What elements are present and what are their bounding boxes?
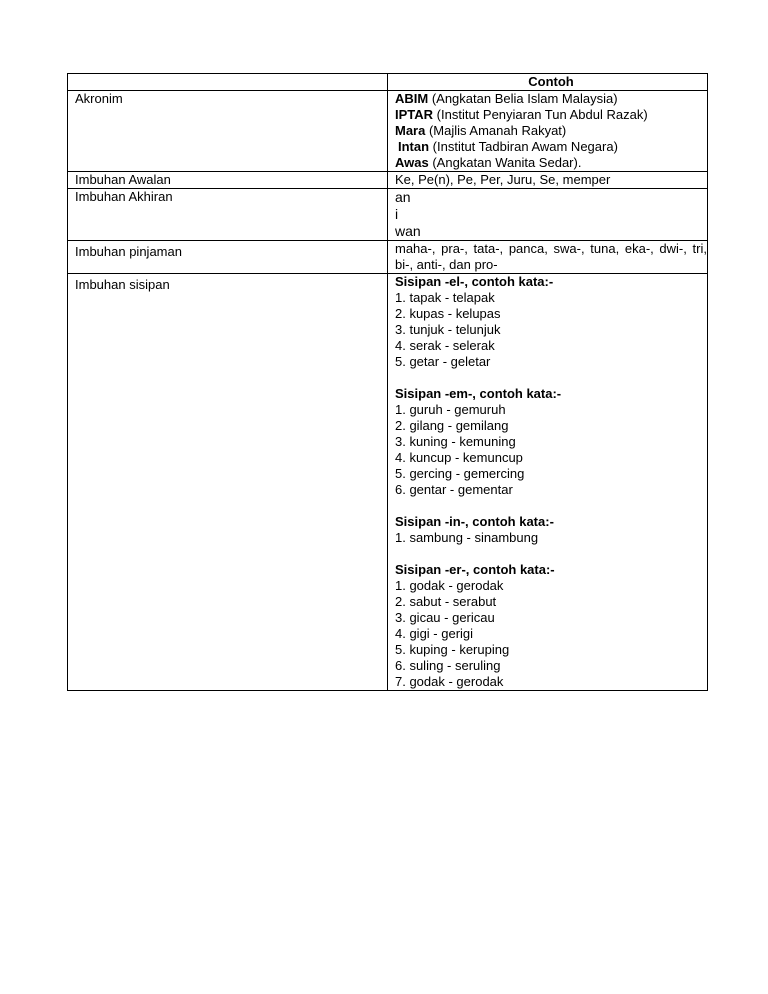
table-row-pinjaman [68,241,708,274]
akronim-item [395,107,707,123]
table-row-akhiran [68,189,708,241]
row-label-akronim: Akronim [68,91,388,172]
akronim-abbr: Mara [395,123,426,138]
row-label-sisipan: Imbuhan sisipan [68,274,388,691]
sisipan-item: 2. sabut - serabut [395,594,497,609]
akhiran-item: an [395,189,411,205]
sisipan-item: 2. gilang - gemilang [395,418,509,433]
akronim-item [395,123,707,139]
sisipan-item: 3. gicau - gericau [395,610,495,625]
sisipan-item: 3. tunjuk - telunjuk [395,322,501,337]
table-row-sisipan [68,274,708,691]
akronim-abbr: ABIM [395,91,429,106]
sisipan-item: 3. kuning - kemuning [395,434,516,449]
akhiran-item: wan [395,223,421,239]
akhiran-item: i [395,206,399,222]
akronim-desc: (Majlis Amanah Rakyat) [425,123,567,138]
sisipan-item: 6. gentar - gementar [395,482,513,497]
row-label-awalan: Imbuhan Awalan [68,172,388,189]
akronim-item [395,91,707,107]
sisipan-group-title: Sisipan -er-, contoh kata:- [395,562,555,577]
akronim-examples [388,91,708,172]
sisipan-group-title: Sisipan -em-, contoh kata:- [395,386,562,401]
sisipan-item: 1. sambung - sinambung [395,530,539,545]
row-label-pinjaman: Imbuhan pinjaman [68,241,388,274]
row-label-akhiran: Imbuhan Akhiran [68,189,388,241]
akronim-desc: (Angkatan Belia Islam Malaysia) [428,91,618,106]
group-spacer [395,498,707,514]
awalan-examples: Ke, Pe(n), Pe, Per, Juru, Se, memper [388,172,708,189]
akronim-item [395,139,707,155]
akronim-desc: (Angkatan Wanita Sedar). [428,155,582,170]
sisipan-item: 2. kupas - kelupas [395,306,501,321]
contoh-table [67,73,708,691]
sisipan-item: 6. suling - seruling [395,658,501,673]
sisipan-group-title: Sisipan -in-, contoh kata:- [395,514,554,529]
sisipan-item: 1. tapak - telapak [395,290,495,305]
sisipan-item: 4. serak - selerak [395,338,495,353]
akronim-abbr: Awas [395,155,429,170]
akronim-abbr: IPTAR [395,107,434,122]
sisipan-examples [388,274,708,691]
group-spacer [395,370,707,386]
sisipan-item: 7. godak - gerodak [395,674,504,689]
sisipan-item: 1. guruh - gemuruh [395,402,506,417]
akronim-desc: (Institut Tadbiran Awam Negara) [429,139,618,154]
table-row-awalan [68,172,708,189]
akronim-desc: (Institut Penyiaran Tun Abdul Razak) [433,107,648,122]
table-header-row [68,74,708,91]
sisipan-item: 5. getar - geletar [395,354,491,369]
sisipan-item: 1. godak - gerodak [395,578,504,593]
sisipan-item: 5. kuping - keruping [395,642,510,657]
header-cell-empty [68,74,388,91]
akronim-abbr: Intan [398,139,430,154]
table-row-akronim [68,91,708,172]
akhiran-examples [388,189,708,241]
group-spacer [395,546,707,562]
sisipan-item: 4. kuncup - kemuncup [395,450,523,465]
pinjaman-examples: maha-, pra-, tata-, panca, swa-, tuna, eka-, dwi-, tri, bi-, anti-, dan pro- [388,241,708,274]
sisipan-item: 5. gercing - gemercing [395,466,525,481]
sisipan-item: 4. gigi - gerigi [395,626,474,641]
sisipan-group-title: Sisipan -el-, contoh kata:- [395,274,554,289]
akronim-item [395,155,707,171]
header-cell-contoh: Contoh [388,74,708,91]
